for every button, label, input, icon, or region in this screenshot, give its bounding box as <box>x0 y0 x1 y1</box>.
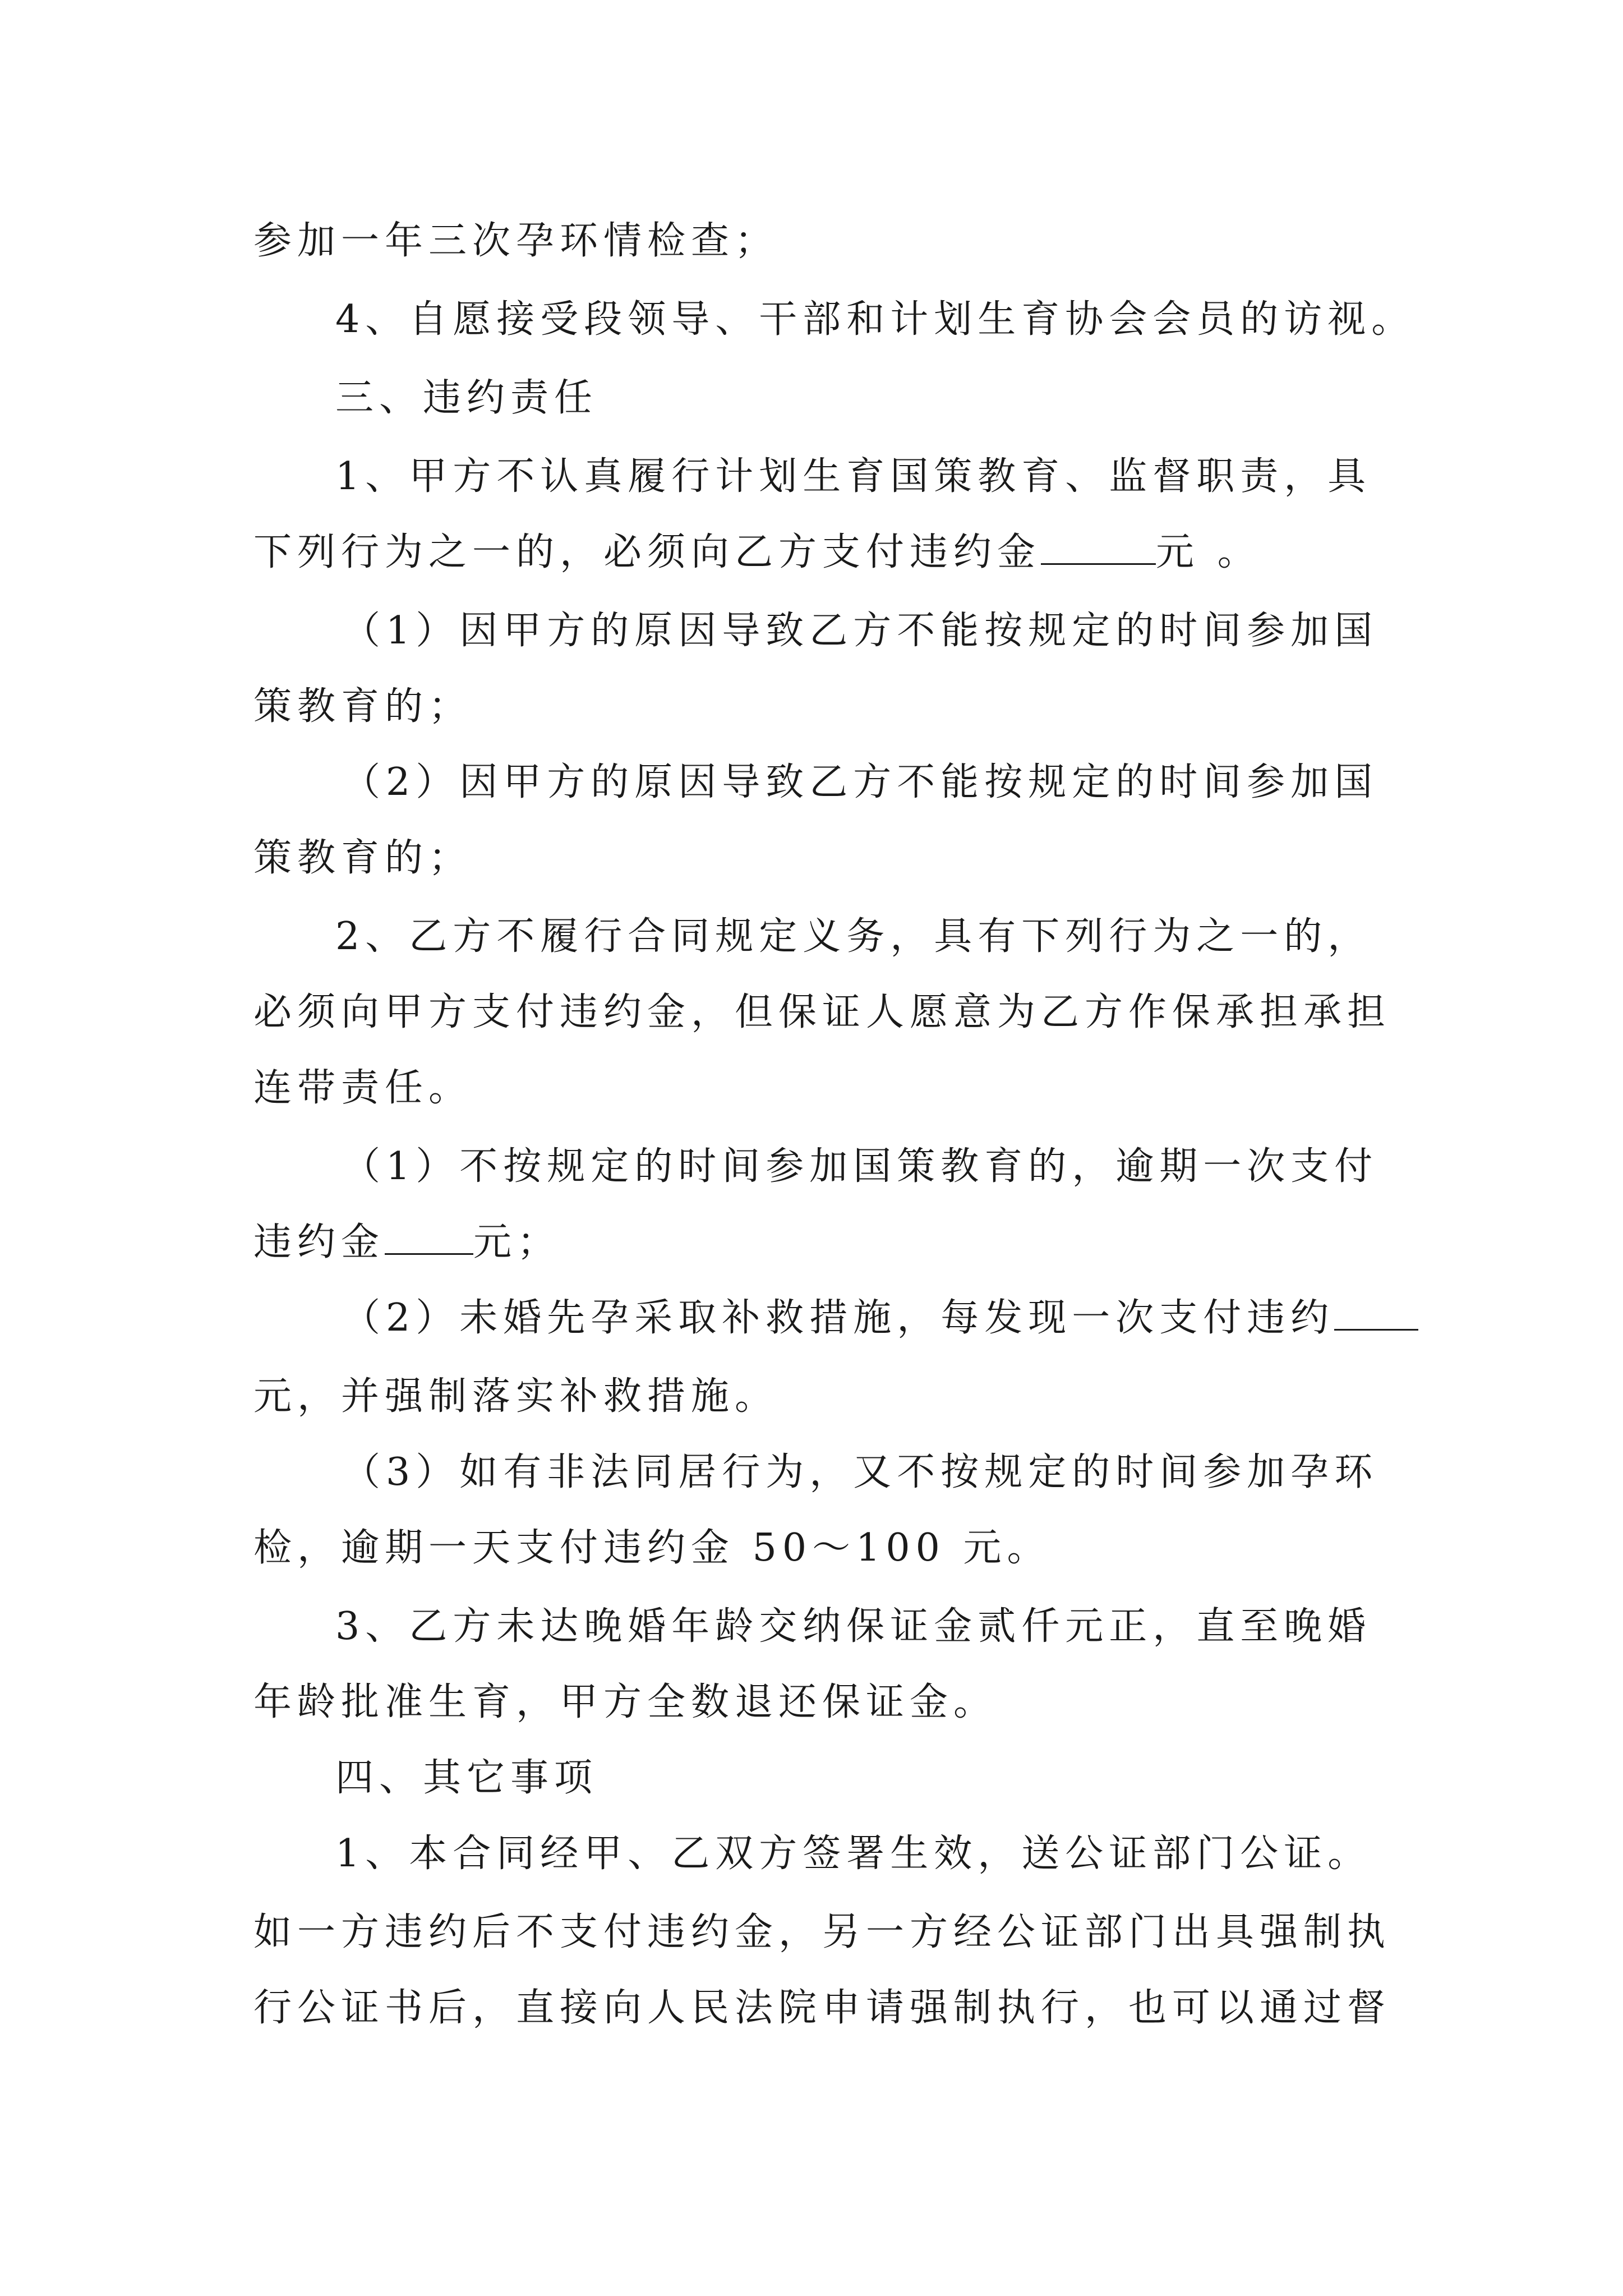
fill-in-blank <box>1041 530 1156 565</box>
text-line <box>253 524 1261 581</box>
text-line <box>342 1139 1378 1195</box>
fill-in-blank <box>1334 1295 1418 1331</box>
section-heading <box>335 1750 598 1806</box>
line-text: 年龄批准生育，甲方全数退还保证金。 <box>253 1680 998 1724</box>
line-text: 3、乙方未达晚婚年龄交纳保证金贰仟元正，直至晚婚 <box>335 1604 1372 1649</box>
heading-text: 四、其它事项 <box>335 1756 598 1800</box>
line-text: （2）因甲方的原因导致乙方不能按规定的时间参加国 <box>342 760 1378 804</box>
line-text: 元 。 <box>1156 530 1261 574</box>
text-line <box>342 754 1378 811</box>
line-text: 行公证书后，直接向人民法院申请强制执行，也可以通过督 <box>253 1986 1391 2030</box>
line-text: 如一方违约后不支付违约金，另一方经公证部门出具强制执 <box>253 1910 1391 1954</box>
text-line <box>253 1904 1391 1961</box>
text-line <box>342 1444 1378 1501</box>
text-line <box>335 1599 1371 1655</box>
line-text: 违约金 <box>253 1220 385 1264</box>
line-text: （1）不按规定的时间参加国策教育的，逾期一次支付 <box>342 1144 1378 1189</box>
line-text: 连带责任。 <box>253 1066 473 1110</box>
line-text: 1、甲方不认真履行计划生育国策教育、监督职责，具 <box>335 454 1372 499</box>
line-text: （1）因甲方的原因导致乙方不能按规定的时间参加国 <box>342 609 1378 653</box>
line-text: 必须向甲方支付违约金，但保证人愿意为乙方作保承担承担 <box>253 990 1391 1034</box>
text-line <box>253 1980 1391 2036</box>
text-line <box>253 1214 561 1271</box>
text-line <box>335 1826 1371 1882</box>
text-line <box>253 1674 997 1731</box>
line-text: 1、本合同经甲、乙双方签署生效，送公证部门公证。 <box>335 1832 1372 1876</box>
text-line <box>335 909 1371 965</box>
text-line <box>335 449 1371 505</box>
text-line <box>342 1290 1418 1346</box>
text-line <box>253 1520 1051 1576</box>
text-line <box>253 1060 472 1116</box>
text-line <box>253 1369 778 1425</box>
line-text: 4、自愿接受段领导、干部和计划生育协会会员的访视。 <box>335 297 1415 342</box>
line-text: 策教育的； <box>253 836 473 880</box>
line-text: 元，并强制落实补救措施。 <box>253 1374 779 1419</box>
line-text: （3）如有非法同居行为，又不按规定的时间参加孕环 <box>342 1450 1378 1494</box>
text-line <box>253 213 778 269</box>
line-text: 元； <box>473 1220 561 1264</box>
line-text: 2、乙方不履行合同规定义务，具有下列行为之一的， <box>335 914 1372 959</box>
text-line <box>253 679 472 735</box>
line-text: （2）未婚先孕采取补救措施，每发现一次支付违约 <box>342 1296 1335 1340</box>
text-line <box>253 984 1391 1041</box>
section-heading <box>335 370 598 426</box>
heading-text: 三、违约责任 <box>335 376 598 420</box>
text-line <box>253 830 472 886</box>
line-text: 下列行为之一的，必须向乙方支付违约金 <box>253 530 1041 574</box>
fill-in-blank <box>385 1220 473 1255</box>
text-line <box>342 603 1378 659</box>
line-text: 检，逾期一天支付违约金 50～100 元。 <box>253 1526 1051 1570</box>
line-text: 策教育的； <box>253 684 473 729</box>
text-line <box>335 292 1415 348</box>
line-text: 参加一年三次孕环情检查； <box>253 219 779 263</box>
